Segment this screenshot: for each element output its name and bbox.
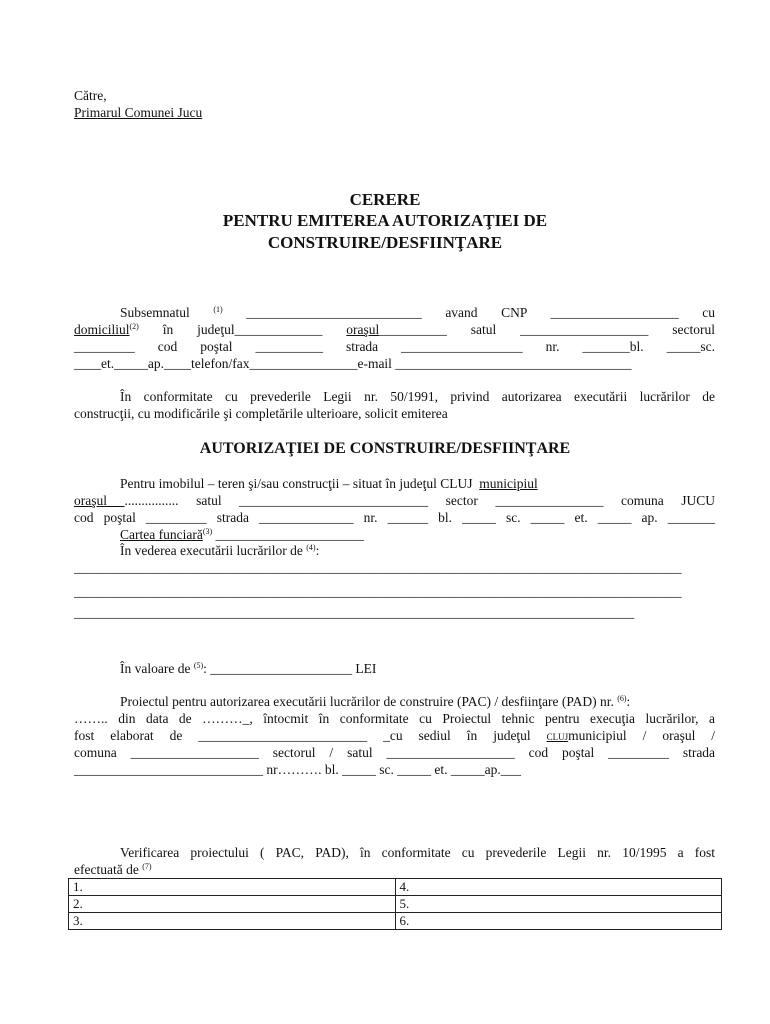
property-line-1: Pentru imobilul – teren şi/sau construcţii – situat în judeţul CLUJ municipiul [120, 476, 538, 491]
applicant-name-field[interactable]: __________________________ [246, 305, 422, 320]
project-postal-field[interactable]: cod poştal _________ [528, 745, 669, 760]
document-title: CERERE [349, 190, 421, 209]
value-line: În valoare de $^{(5)}$: _____________________ LEI [120, 661, 377, 676]
postal-code-field[interactable]: cod poştal __________ [157, 339, 323, 354]
addressee-recipient: Primarul Comunei Jucu [74, 105, 203, 120]
land-registry-line: Cartea funciară$^{(3)}$ ______________________ [120, 527, 365, 542]
project-sector-field[interactable]: sectorul / satul ___________________ [272, 745, 515, 760]
section-title: AUTORIZAŢIEI DE CONSTRUIRE/DESFIINŢARE [199, 440, 571, 457]
county-field[interactable]: în judeţul_____________ [162, 322, 323, 337]
document-subtitle-line2: CONSTRUIRE/DESFIINŢARE [267, 233, 503, 252]
works-label: În vederea executării lucrărilor de $^{(4)}$: [120, 543, 320, 558]
verifier-cell[interactable]: 1. [69, 879, 396, 896]
applicant-line-1: Subsemnatul $^{(1)}$ __________________________ avand CNP ___________________ cu [120, 305, 716, 320]
applicant-line-3 [74, 339, 715, 355]
verification-line-2: efectuată de $^{(7)}$ [74, 862, 152, 877]
verifier-cell[interactable]: 2. [69, 896, 396, 913]
works-field-line-3[interactable]: ___________________________________________________________________________________ [74, 605, 635, 620]
applicant-cnp-field[interactable]: avand CNP ___________________ [445, 305, 679, 320]
staircase-field[interactable]: _____sc. [666, 339, 715, 354]
property-sector-field[interactable]: sector ________________ [445, 493, 604, 508]
table-row [69, 896, 722, 913]
verifier-cell[interactable]: 3. [69, 913, 396, 930]
city-field[interactable]: __________ [379, 322, 447, 337]
verification-line-1: Verificarea proiectului ( PAC, PAD), în conformitate cu prevederile Legii nr. 10/1995 a fost [120, 845, 715, 860]
project-line-1: Proiectul pentru autorizarea executării lucrărilor de construire (PAC) / desfiinţare (PAD) nr. $^{(6)}$: [120, 694, 631, 709]
verifier-cell[interactable]: 5. [395, 896, 722, 913]
street-field[interactable]: strada __________________ [345, 339, 523, 354]
project-line-4: comuna ___________________ sectorul / satul ___________________ cod poştal _________ strada [74, 745, 716, 760]
project-line-2[interactable]: …….. din data de ………_, întocmit în conformitate cu Proiectul tehnic pentru execuţia lucrărilor, a [74, 711, 715, 726]
verification-table [68, 878, 722, 930]
property-village-field[interactable]: satul ____________________________ [196, 493, 429, 508]
property-line-3[interactable]: cod poştal _________ strada ______________ nr. ______ bl. _____ sc. _____ et. _____ ap. _______ [74, 510, 715, 525]
table-row [69, 913, 722, 930]
works-field-line-1[interactable]: __________________________________________________________________________________________ [74, 560, 682, 575]
number-block-field[interactable]: nr. _______bl. [545, 339, 644, 354]
verifier-cell[interactable]: 6. [395, 913, 722, 930]
village-field[interactable]: satul ___________________ [470, 322, 649, 337]
project-address-line[interactable]: ____________________________ nr………. bl. _____ sc. _____ et. _____ap.___ [74, 762, 521, 777]
project-commune-field[interactable]: comuna ___________________ [74, 745, 259, 760]
legal-line-1: În conformitate cu prevederile Legii nr. 50/1991, privind autorizarea executării lucrărilor de [120, 389, 715, 404]
works-field-line-2[interactable]: __________________________________________________________________________________________ [74, 584, 682, 599]
addressee-label: Către, [74, 88, 107, 103]
value-field[interactable]: : _____________________ LEI [203, 661, 377, 676]
document-subtitle-line1: PENTRU EMITEREA AUTORIZAŢIEI DE [222, 211, 548, 230]
applicant-line-2: domiciliul$^{(2)}$ în judeţul_____________ oraşul__________ satul ___________________ sectorul [74, 322, 716, 337]
legal-line-2: construcţii, cu modificările şi completările ulterioare, solicit emiterea [74, 406, 448, 421]
sector-field[interactable]: _________ [74, 339, 135, 354]
project-author-field[interactable]: _________________________ [198, 728, 368, 743]
applicant-contact-line[interactable]: ____et._____ap.____telefon/fax________________e-mail ___________________________________ [74, 356, 632, 371]
verifier-cell[interactable]: 4. [395, 879, 722, 896]
property-line-2: oraşul ................ satul ____________________________ sector ________________ comuna JUCU [74, 493, 716, 508]
project-line-3: fost elaborat de _________________________ _cu sediul în judeţul CLUJmunicipiul / oraşul / [74, 728, 716, 743]
land-registry-field[interactable]: ______________________ [215, 527, 365, 542]
table-row [69, 879, 722, 896]
